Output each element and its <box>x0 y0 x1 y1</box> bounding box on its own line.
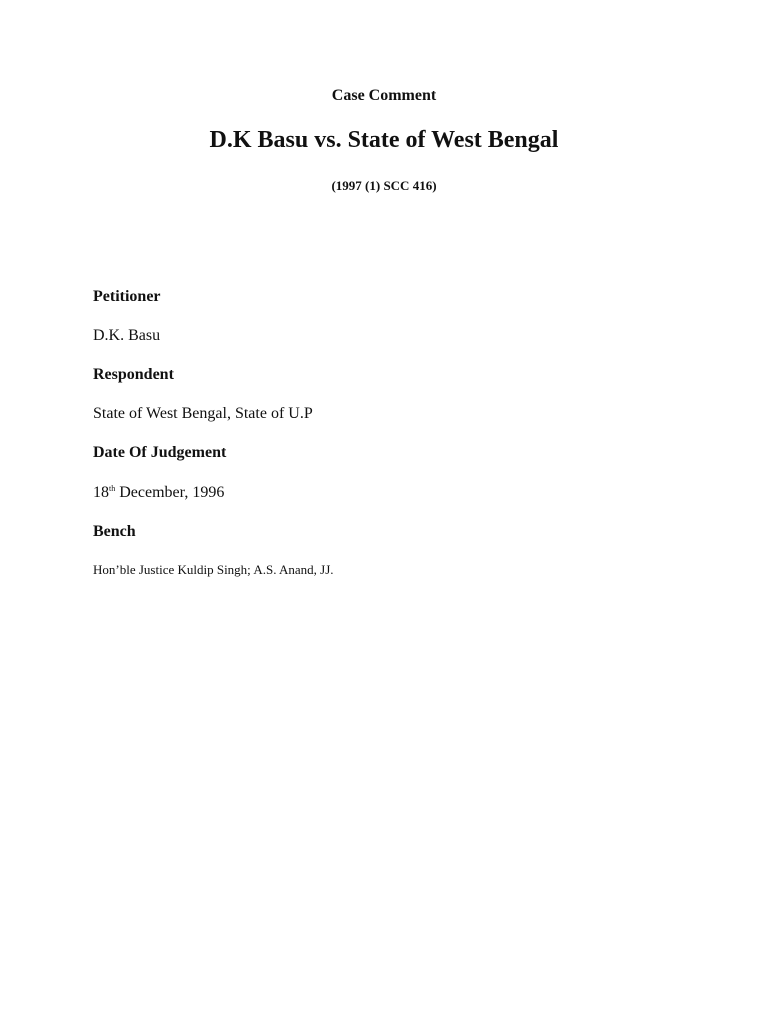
bench-label: Bench <box>93 523 136 540</box>
judgement-date-value <box>93 484 224 502</box>
case-citation: (1997 (1) SCC 416) <box>331 178 437 193</box>
judgement-day-suffix: th <box>109 484 116 493</box>
respondent-label: Respondent <box>93 366 174 383</box>
document-title: D.K Basu vs. State of West Bengal <box>209 127 559 153</box>
bench-value: Hon’ble Justice Kuldip Singh; A.S. Anand, JJ. <box>93 562 334 577</box>
judgement-month-year: December, 1996 <box>115 484 225 501</box>
judgement-day: 18 <box>93 484 109 501</box>
petitioner-value: D.K. Basu <box>93 327 161 344</box>
judgement-date-label: Date Of Judgement <box>93 444 227 461</box>
respondent-value: State of West Bengal, State of U.P <box>93 405 313 422</box>
document-kicker: Case Comment <box>331 87 437 104</box>
petitioner-label: Petitioner <box>93 288 161 305</box>
